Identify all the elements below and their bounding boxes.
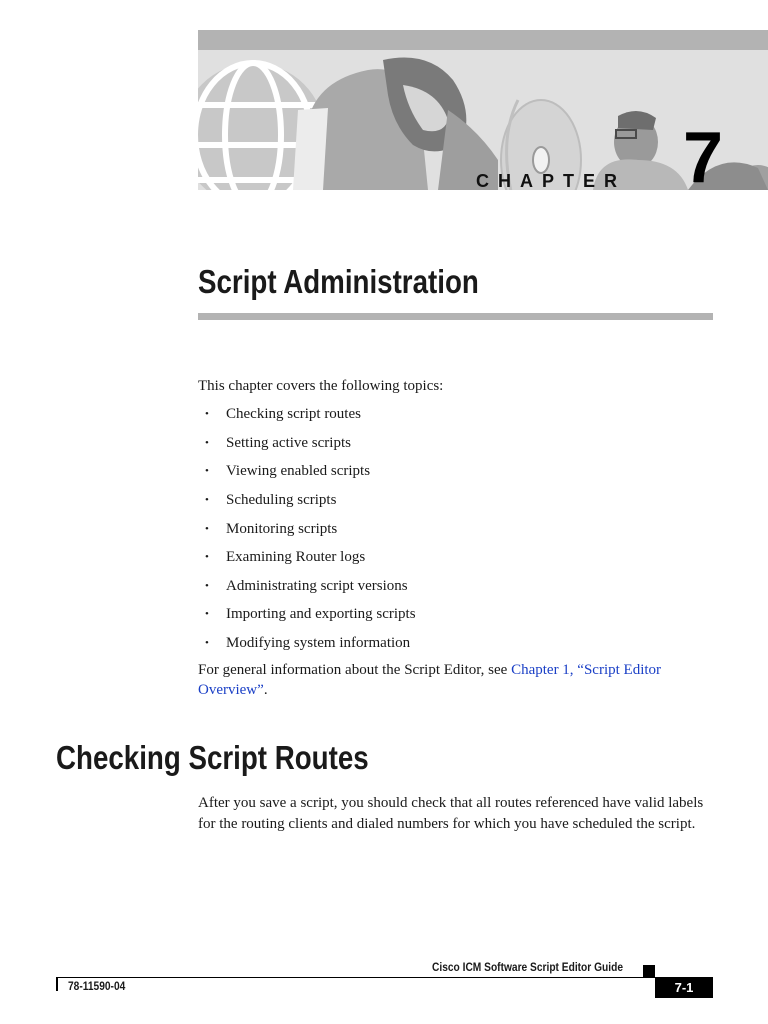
list-item: • Setting active scripts <box>205 434 351 451</box>
list-item: • Viewing enabled scripts <box>205 463 371 480</box>
bullet-icon: • <box>205 637 209 650</box>
bullet-icon: • <box>205 522 209 535</box>
footer-page-number: 7-1 <box>655 978 713 998</box>
footer-guide-title: Cisco ICM Software Script Editor Guide <box>432 960 623 974</box>
bullet-icon: • <box>205 551 209 564</box>
intro-text: This chapter covers the following topics: <box>198 378 444 394</box>
bullet-icon: • <box>205 579 209 592</box>
topic-list <box>198 404 416 662</box>
bullet-icon: • <box>205 408 209 420</box>
footer-doc-number: 78-11590-04 <box>68 979 126 993</box>
footer-marker <box>643 965 655 977</box>
list-item: • Importing and exporting scripts <box>205 606 416 623</box>
general-info-paragraph: For general information about the Script Editor, see Chapter 1, “Script Editor Overview”. <box>198 662 662 698</box>
chapter1-link[interactable]: Chapter 1, “Script Editor Overview” <box>198 662 662 698</box>
title-rule <box>198 313 713 320</box>
footer-rule <box>56 977 713 978</box>
list-item: • Monitoring scripts <box>205 520 338 537</box>
bullet-icon: • <box>205 493 209 506</box>
list-item: • Scheduling scripts <box>205 491 337 508</box>
list-item: • Checking script routes <box>205 406 361 422</box>
list-item: • Examining Router logs <box>205 549 366 566</box>
chapter-label: CHAPTER <box>476 171 627 191</box>
banner-top-strip <box>198 30 768 50</box>
section-body: After you save a script, you should check that all routes referenced have valid labels for the routing clients and dialed numbers for which you have scheduled the script. <box>198 795 704 832</box>
chapter-title: Script Administration <box>198 263 479 300</box>
chapter-number: 7 <box>683 118 724 198</box>
list-item: • Modifying system information <box>205 635 411 652</box>
section-heading: Checking Script Routes <box>56 739 369 776</box>
bullet-icon: • <box>205 436 209 449</box>
bullet-icon: • <box>205 465 209 478</box>
list-item: • Administrating script versions <box>205 577 408 594</box>
footer-tick <box>56 977 58 991</box>
bullet-icon: • <box>205 608 209 621</box>
